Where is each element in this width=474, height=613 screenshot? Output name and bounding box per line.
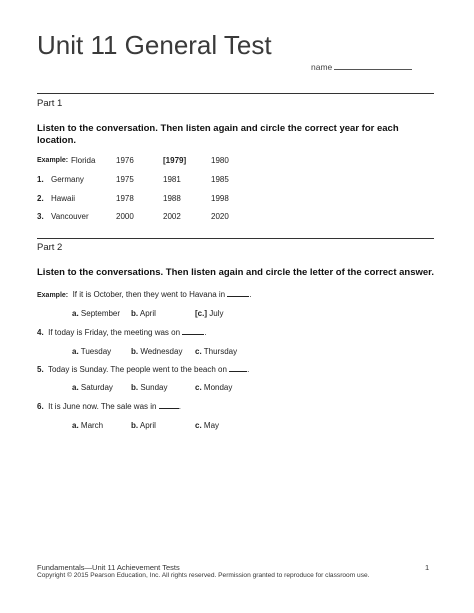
part-divider bbox=[37, 238, 434, 239]
year-option[interactable]: 1985 bbox=[211, 175, 229, 184]
part1-instruction-line1: Listen to the conversation. Then listen again and circle the correct year for each bbox=[37, 123, 399, 134]
row-place: Vancouver bbox=[51, 212, 89, 221]
answer-option[interactable]: a. Saturday bbox=[72, 383, 113, 392]
year-option[interactable]: 2002 bbox=[163, 212, 181, 221]
year-option[interactable]: 1988 bbox=[163, 194, 181, 203]
answer-option[interactable]: b. Wednesday bbox=[131, 347, 183, 356]
question-6: 6. It is June now. The sale was in . bbox=[37, 402, 181, 411]
footer-title: Fundamentals—Unit 11 Achievement Tests bbox=[37, 563, 180, 572]
year-option[interactable]: 1981 bbox=[163, 175, 181, 184]
year-option-circled[interactable]: [1979] bbox=[163, 156, 187, 165]
answer-blank[interactable] bbox=[182, 328, 204, 335]
row-label: Example: bbox=[37, 157, 69, 164]
question-5: 5. Today is Sunday. The people went to the beach on . bbox=[37, 365, 250, 374]
question-number: 5. bbox=[37, 365, 44, 374]
answer-option[interactable]: c. Thursday bbox=[195, 347, 238, 356]
answer-option[interactable]: a. March bbox=[72, 421, 104, 430]
part1-instruction-line2: location. bbox=[37, 135, 77, 146]
answer-blank[interactable] bbox=[159, 402, 179, 409]
year-option[interactable]: 1975 bbox=[116, 175, 134, 184]
question-text: If it is October, then they went to Havana in bbox=[72, 290, 226, 299]
example-question: Example: If it is October, then they went to Havana in . bbox=[37, 290, 252, 299]
part2-instruction: Listen to the conversations. Then listen again and circle the letter of the correct answer. bbox=[37, 267, 434, 278]
answer-option[interactable]: c. Monday bbox=[195, 383, 233, 392]
part1-heading: Part 1 bbox=[37, 98, 63, 109]
answer-option[interactable]: c. May bbox=[195, 421, 220, 430]
year-option[interactable]: 1998 bbox=[211, 194, 229, 203]
answer-option[interactable]: b. April bbox=[131, 309, 156, 318]
question-number: 4. bbox=[37, 328, 44, 337]
footer-copyright: Copyright © 2015 Pearson Education, Inc. All rights reserved. Permission granted to reproduce for classroom use. bbox=[37, 572, 370, 579]
part2-heading: Part 2 bbox=[37, 242, 63, 253]
answer-option-circled[interactable]: [c.] July bbox=[195, 309, 224, 318]
answer-option[interactable]: a. September bbox=[72, 309, 121, 318]
year-option[interactable]: 2000 bbox=[116, 212, 134, 221]
year-option[interactable]: 1976 bbox=[116, 156, 134, 165]
row-place: Germany bbox=[51, 175, 84, 184]
question-text: If today is Friday, the meeting was on bbox=[48, 328, 181, 337]
row-place: Florida bbox=[71, 156, 96, 165]
answer-blank[interactable] bbox=[229, 365, 247, 372]
question-text: It is June now. The sale was in bbox=[48, 402, 157, 411]
page-number: 1 bbox=[425, 563, 430, 572]
answer-blank[interactable] bbox=[227, 290, 249, 297]
question-text: Today is Sunday. The people went to the beach on bbox=[47, 365, 227, 374]
row-label: 2. bbox=[37, 194, 44, 203]
answer-option[interactable]: a. Tuesday bbox=[72, 347, 112, 356]
year-option[interactable]: 2020 bbox=[211, 212, 229, 221]
name-blank-line[interactable] bbox=[334, 61, 412, 70]
page-title: Unit 11 General Test bbox=[37, 30, 272, 60]
answer-option[interactable]: b. Sunday bbox=[131, 383, 168, 392]
name-field[interactable] bbox=[311, 61, 412, 72]
answer-option[interactable]: b. April bbox=[131, 421, 156, 430]
year-option[interactable]: 1980 bbox=[211, 156, 229, 165]
example-label: Example: bbox=[37, 292, 69, 299]
question-number: 6. bbox=[37, 402, 44, 411]
year-option[interactable]: 1978 bbox=[116, 194, 134, 203]
row-label: 3. bbox=[37, 212, 44, 221]
header-divider bbox=[37, 93, 434, 94]
name-label: name bbox=[311, 62, 333, 72]
row-place: Hawaii bbox=[51, 194, 76, 203]
question-4: 4. If today is Friday, the meeting was on . bbox=[37, 328, 207, 337]
row-label: 1. bbox=[37, 175, 44, 184]
